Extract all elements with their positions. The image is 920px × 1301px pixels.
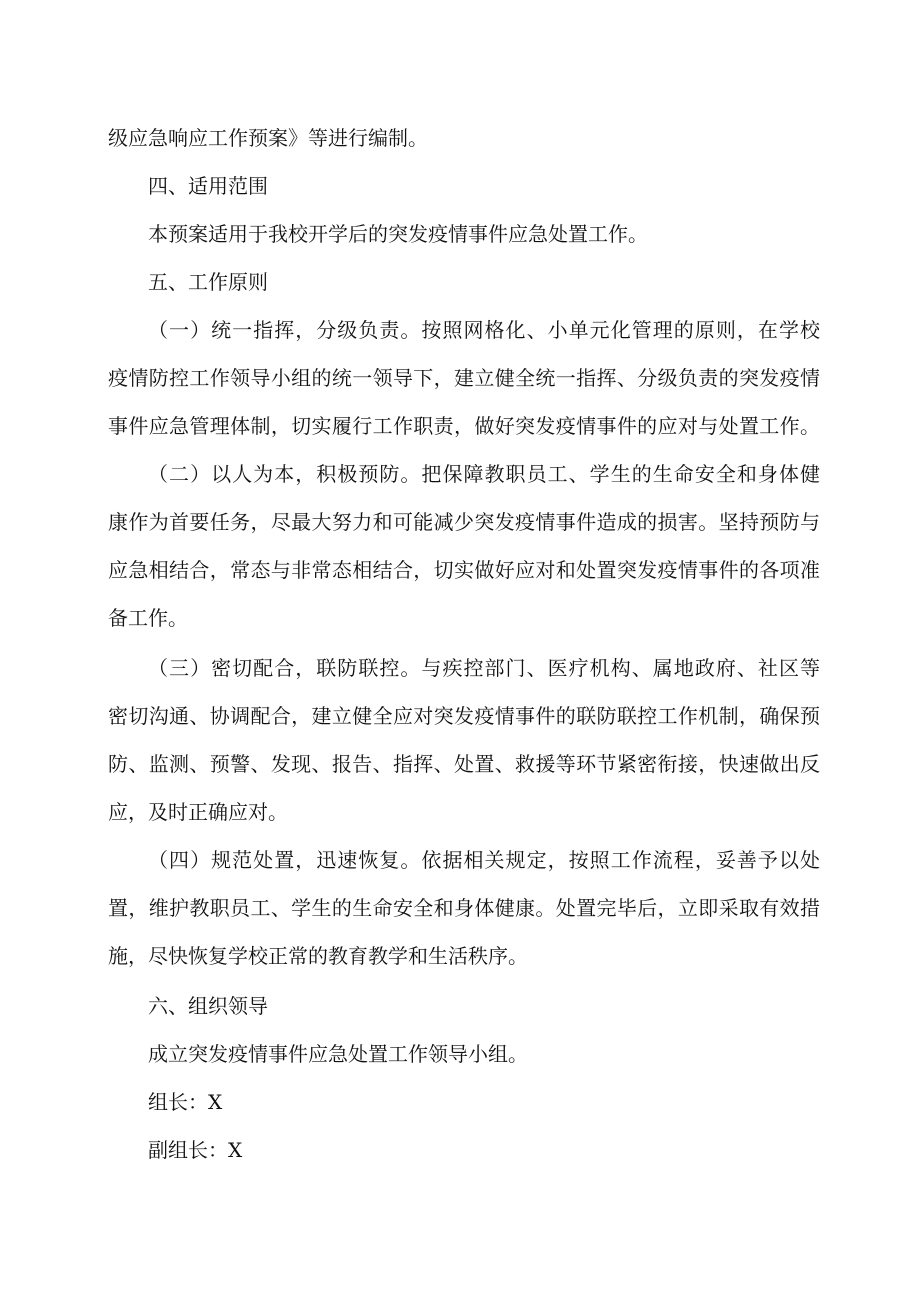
paragraph-line: 置，维护教职员工、学生的生命安全和身体健康。处置完毕后，立即采取有效措 xyxy=(108,896,820,920)
paragraph-line: 康作为首要任务，尽最大努力和可能减少突发疫情事件造成的损害。坚持预防与 xyxy=(108,510,820,534)
section-4-heading: 四、适用范围 xyxy=(148,174,268,198)
section-5-heading: 五、工作原则 xyxy=(148,270,268,294)
paragraph-line: 应，及时正确应对。 xyxy=(108,800,288,824)
paragraph-line: （四）规范处置，迅速恢复。依据相关规定，按照工作流程，妥善予以处 xyxy=(148,848,820,872)
continuation-text: 级应急响应工作预案》等进行编制。 xyxy=(108,126,428,150)
paragraph-line: 备工作。 xyxy=(108,606,188,630)
deputy-leader-line: 副组长：X xyxy=(148,1138,243,1162)
section-6-heading: 六、组织领导 xyxy=(148,994,268,1018)
paragraph-line: 防、监测、预警、发现、报告、指挥、处置、救援等环节紧密衔接，快速做出反 xyxy=(108,752,820,776)
paragraph-line: 事件应急管理体制，切实履行工作职责，做好突发疫情事件的应对与处置工作。 xyxy=(108,414,820,438)
paragraph-line: 应急相结合，常态与非常态相结合，切实做好应对和处置突发疫情事件的各项准 xyxy=(108,558,820,582)
paragraph-line: 密切沟通、协调配合，建立健全应对突发疫情事件的联防联控工作机制，确保预 xyxy=(108,704,820,728)
paragraph-line: （二）以人为本，积极预防。把保障教职员工、学生的生命安全和身体健 xyxy=(148,462,820,486)
section-4-body: 本预案适用于我校开学后的突发疫情事件应急处置工作。 xyxy=(148,222,648,246)
paragraph-line: （三）密切配合，联防联控。与疾控部门、医疗机构、属地政府、社区等 xyxy=(148,656,820,680)
section-6-body: 成立突发疫情事件应急处置工作领导小组。 xyxy=(148,1042,528,1066)
paragraph-line: 疫情防控工作领导小组的统一领导下，建立健全统一指挥、分级负责的突发疫情 xyxy=(108,366,820,390)
paragraph-line: 施，尽快恢复学校正常的教育教学和生活秩序。 xyxy=(108,944,528,968)
paragraph-line: （一）统一指挥，分级负责。按照网格化、小单元化管理的原则，在学校 xyxy=(148,318,820,342)
leader-line: 组长：X xyxy=(148,1090,223,1114)
